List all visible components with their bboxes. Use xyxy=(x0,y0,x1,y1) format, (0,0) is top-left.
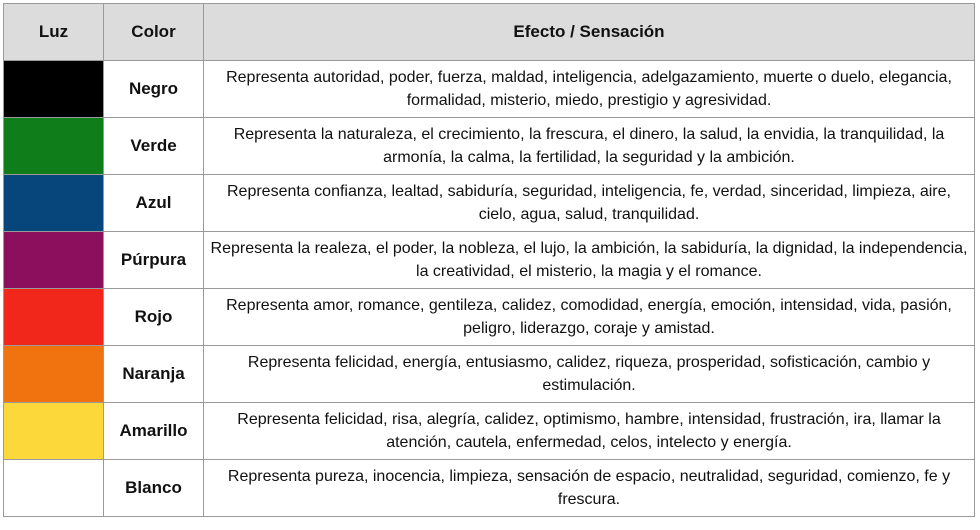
color-effect: Representa autoridad, poder, fuerza, maldad, inteligencia, adelgazamiento, muerte o duelo, elegancia, formalidad, misterio, miedo, prestigio y agresividad. xyxy=(204,61,975,118)
color-name: Amarillo xyxy=(104,403,204,460)
color-swatch xyxy=(4,289,104,346)
table-row xyxy=(4,232,975,289)
color-swatch xyxy=(4,346,104,403)
color-effect: Representa felicidad, energía, entusiasmo, calidez, riqueza, prosperidad, sofisticación, cambio y estimulación. xyxy=(204,346,975,403)
table-row xyxy=(4,175,975,232)
color-meaning-table-container xyxy=(3,3,975,517)
color-name: Naranja xyxy=(104,346,204,403)
color-name: Negro xyxy=(104,61,204,118)
color-swatch xyxy=(4,118,104,175)
color-effect: Representa felicidad, risa, alegría, calidez, optimismo, hambre, intensidad, frustración, ira, llamar la atención, cautela, enfermedad, celos, intelecto y energía. xyxy=(204,403,975,460)
color-effect: Representa la naturaleza, el crecimiento, la frescura, el dinero, la salud, la envidia, la tranquilidad, la armonía, la calma, la fertilidad, la seguridad y la ambición. xyxy=(204,118,975,175)
color-name: Blanco xyxy=(104,460,204,517)
color-effect: Representa la realeza, el poder, la nobleza, el lujo, la ambición, la sabiduría, la dignidad, la independencia, la creatividad, el misterio, la magia y el romance. xyxy=(204,232,975,289)
color-swatch xyxy=(4,232,104,289)
color-swatch xyxy=(4,403,104,460)
table-row xyxy=(4,403,975,460)
color-name: Rojo xyxy=(104,289,204,346)
table-row xyxy=(4,346,975,403)
color-effect: Representa confianza, lealtad, sabiduría, seguridad, inteligencia, fe, verdad, sinceridad, limpieza, aire, cielo, agua, salud, tranquilidad. xyxy=(204,175,975,232)
table-row xyxy=(4,61,975,118)
color-effect: Representa amor, romance, gentileza, calidez, comodidad, energía, emoción, intensidad, vida, pasión, peligro, liderazgo, coraje y amistad. xyxy=(204,289,975,346)
color-swatch xyxy=(4,61,104,118)
table-row xyxy=(4,460,975,517)
color-name: Verde xyxy=(104,118,204,175)
color-swatch xyxy=(4,175,104,232)
table-header-row xyxy=(4,4,975,61)
table-row xyxy=(4,118,975,175)
table-row xyxy=(4,289,975,346)
color-name: Azul xyxy=(104,175,204,232)
color-swatch xyxy=(4,460,104,517)
color-effect: Representa pureza, inocencia, limpieza, sensación de espacio, neutralidad, seguridad, comienzo, fe y frescura. xyxy=(204,460,975,517)
header-effect: Efecto / Sensación xyxy=(204,4,975,61)
color-meaning-table xyxy=(3,3,975,517)
header-luz: Luz xyxy=(4,4,104,61)
color-name: Púrpura xyxy=(104,232,204,289)
header-color: Color xyxy=(104,4,204,61)
